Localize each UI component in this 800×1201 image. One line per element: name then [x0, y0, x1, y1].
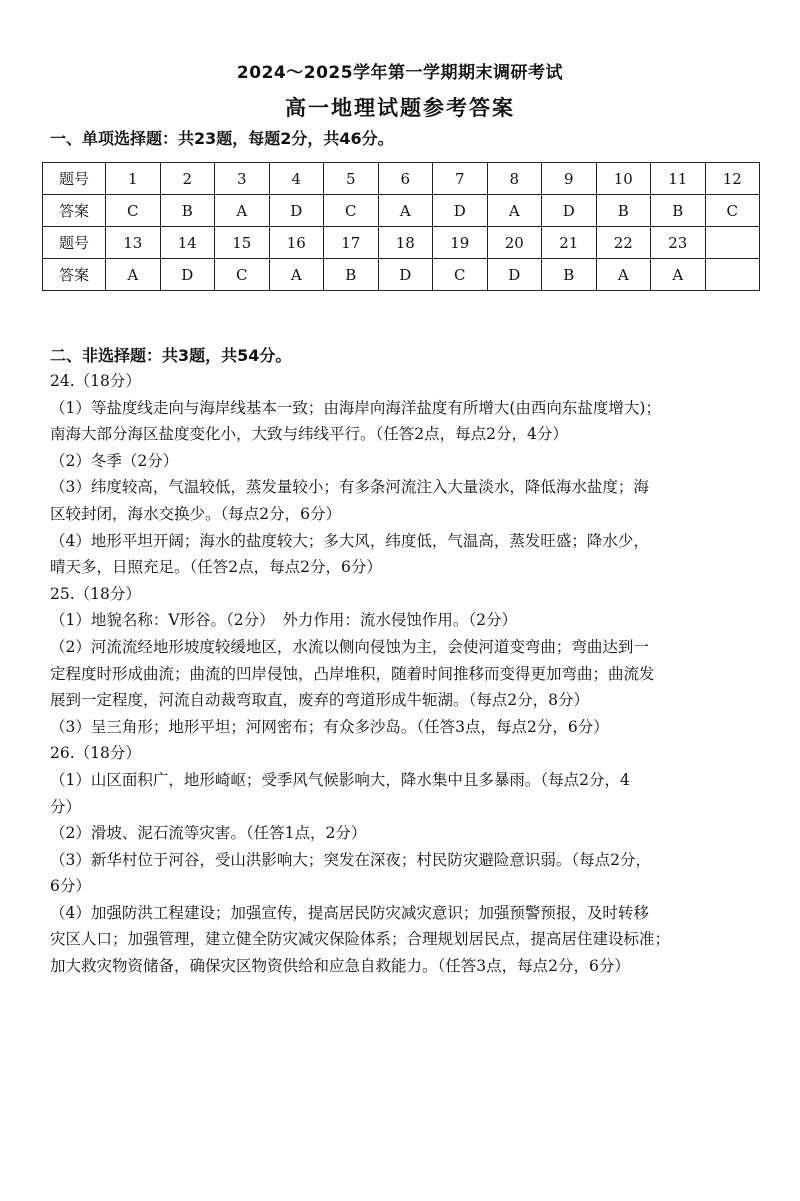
question-number-cell: 3	[215, 163, 270, 195]
answer-table	[42, 162, 760, 291]
question-number-row-label: 题号	[43, 163, 106, 195]
answer-cell: D	[160, 259, 215, 291]
question-number-cell: 22	[596, 227, 651, 259]
answer-cell: C	[215, 259, 270, 291]
answer-cell: B	[651, 195, 706, 227]
answer-line: （4）地形平坦开阔；海水的盐度较大；多大风，纬度低，气温高，蒸发旺盛；降水少，	[50, 531, 649, 550]
answer-cell: A	[269, 259, 324, 291]
answer-line: （1）等盐度线走向与海岸线基本一致；由海岸向海洋盐度有所增大(由西向东盐度增大)；	[50, 398, 661, 417]
answer-line: （1）地貌名称：V形谷。（2分） 外力作用：流水侵蚀作用。（2分）	[50, 611, 518, 630]
answer-cell: D	[433, 195, 488, 227]
question-number-cell: 2	[160, 163, 215, 195]
answer-line: 南海大部分海区盐度变化小，大致与纬线平行。（任答2点，每点2分，4分）	[50, 425, 568, 444]
answer-line: （4）加强防洪工程建设；加强宣传，提高居民防灾减灾意识；加强预警预报，及时转移	[50, 903, 649, 922]
answer-line: （3）纬度较高，气温较低，蒸发量较小；有多条河流注入大量淡水，降低海水盐度；海	[50, 478, 649, 497]
section1-heading: 一、单项选择题：共23题，每题2分，共46分。	[50, 129, 394, 148]
question-number-cell	[705, 227, 760, 259]
question-number-cell: 20	[487, 227, 542, 259]
answer-line: 区较封闭，海水交换少。（每点2分，6分）	[50, 504, 341, 523]
question-number-cell: 17	[324, 227, 379, 259]
answer-line: 25.（18分）	[50, 584, 141, 603]
answer-title: 高一地理试题参考答案	[285, 96, 515, 120]
answer-cell: C	[106, 195, 161, 227]
question-number-row-label: 题号	[43, 227, 106, 259]
answer-row	[43, 195, 760, 227]
section2-body	[50, 368, 762, 980]
question-number-cell: 4	[269, 163, 324, 195]
answer-cell: C	[705, 195, 760, 227]
answer-cell: B	[596, 195, 651, 227]
answer-cell	[705, 259, 760, 291]
answer-row-label: 答案	[43, 195, 106, 227]
question-number-cell: 1	[106, 163, 161, 195]
answer-line: （3）呈三角形；地形平坦；河网密布；有众多沙岛。（任答3点，每点2分，6分）	[50, 717, 609, 736]
answer-cell: A	[106, 259, 161, 291]
answer-cell: B	[160, 195, 215, 227]
answer-cell: A	[596, 259, 651, 291]
answer-line: （2）冬季（2分）	[50, 451, 179, 470]
question-number-cell: 5	[324, 163, 379, 195]
answer-cell: B	[542, 259, 597, 291]
answer-line: 展到一定程度，河流自动裁弯取直，废弃的弯道形成牛轭湖。（每点2分，8分）	[50, 691, 589, 710]
question-number-cell: 21	[542, 227, 597, 259]
question-number-row	[43, 227, 760, 259]
answer-cell: A	[651, 259, 706, 291]
section2-heading: 二、非选择题：共3题，共54分。	[50, 346, 292, 365]
answer-cell: C	[433, 259, 488, 291]
answer-cell: A	[487, 195, 542, 227]
answer-cell: D	[542, 195, 597, 227]
answer-line: （1）山区面积广，地形崎岖；受季风气候影响大，降水集中且多暴雨。（每点2分，4	[50, 770, 630, 789]
answer-line: 灾区人口；加强管理，建立健全防灾减灾保险体系；合理规划居民点，提高居住建设标准；	[50, 930, 671, 949]
question-number-cell: 19	[433, 227, 488, 259]
question-number-cell: 16	[269, 227, 324, 259]
answer-line: 晴天多，日照充足。（任答2点，每点2分，6分）	[50, 558, 382, 577]
question-number-row	[43, 163, 760, 195]
question-number-cell: 23	[651, 227, 706, 259]
answer-line: （2）滑坡、泥石流等灾害。（任答1点，2分）	[50, 824, 367, 843]
answer-row-label: 答案	[43, 259, 106, 291]
answer-line: 6分）	[50, 877, 91, 896]
answer-cell: C	[324, 195, 379, 227]
answer-line: 分）	[50, 797, 82, 816]
question-number-cell: 13	[106, 227, 161, 259]
answer-line: 加大救灾物资储备，确保灾区物资供给和应急自救能力。（任答3点，每点2分，6分）	[50, 957, 630, 976]
answer-line: （2）河流流经地形坡度较缓地区，水流以侧向侵蚀为主，会使河道变弯曲；弯曲达到一	[50, 637, 649, 656]
question-number-cell: 8	[487, 163, 542, 195]
question-number-cell: 10	[596, 163, 651, 195]
answer-cell: D	[378, 259, 433, 291]
question-number-cell: 18	[378, 227, 433, 259]
answer-line: 24.（18分）	[50, 372, 141, 390]
answer-cell: A	[378, 195, 433, 227]
question-number-cell: 12	[705, 163, 760, 195]
question-number-cell: 14	[160, 227, 215, 259]
question-number-cell: 9	[542, 163, 597, 195]
question-number-cell: 6	[378, 163, 433, 195]
answer-cell: D	[269, 195, 324, 227]
answer-row	[43, 259, 760, 291]
answer-cell: B	[324, 259, 379, 291]
answer-cell: D	[487, 259, 542, 291]
question-number-cell: 7	[433, 163, 488, 195]
exam-title: 2024～2025学年第一学期期末调研考试	[236, 63, 564, 83]
question-number-cell: 15	[215, 227, 270, 259]
answer-line: （3）新华村位于河谷，受山洪影响大；突发在深夜；村民防灾避险意识弱。（每点2分，	[50, 850, 651, 869]
question-number-cell: 11	[651, 163, 706, 195]
answer-cell: A	[215, 195, 270, 227]
answer-line: 定程度时形成曲流；曲流的凹岸侵蚀，凸岸堆积，随着时间推移而变得更加弯曲；曲流发	[50, 664, 655, 683]
answer-line: 26.（18分）	[50, 744, 141, 763]
